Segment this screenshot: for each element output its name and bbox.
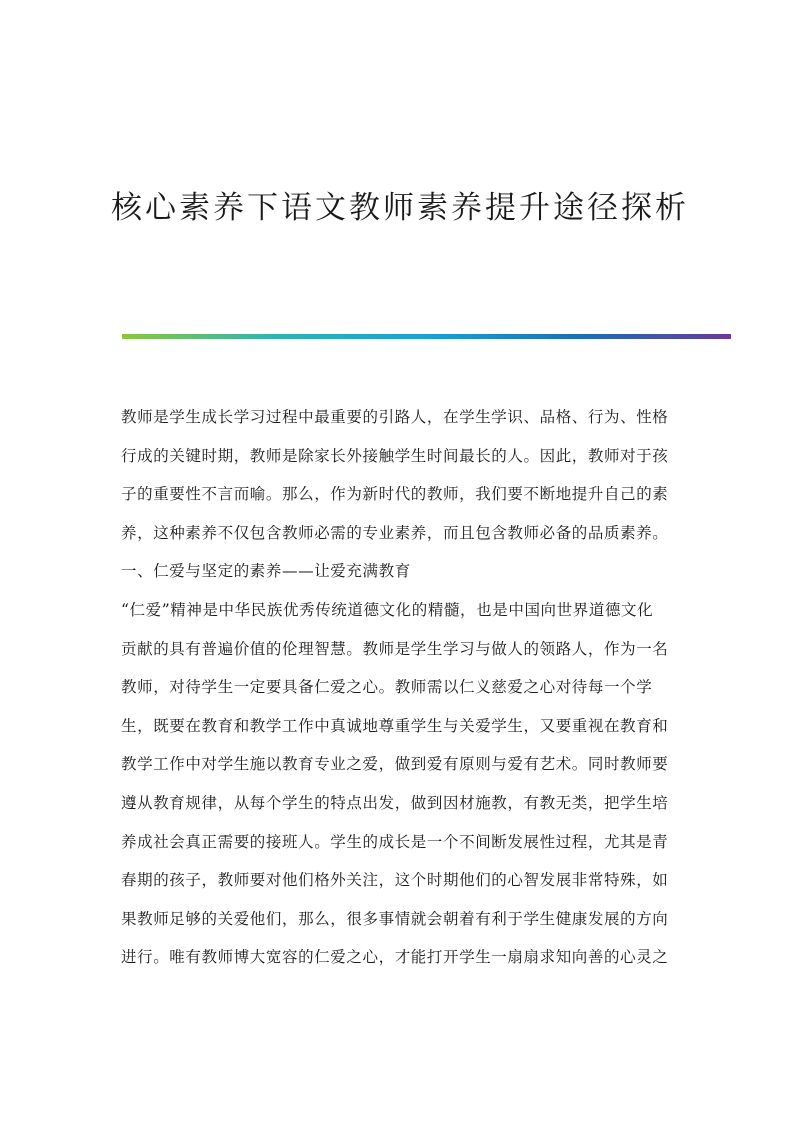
text-line: 教学工作中对学生施以教育专业之爱，做到爱有原则与爱有艺术。同时教师要 — [121, 755, 669, 774]
text-line: 教师是学生成长学习过程中最重要的引路人，在学生学识、品格、行为、性格 — [121, 408, 669, 426]
document-body — [121, 398, 681, 977]
section-heading: 一、仁爱与坚定的素养——让爱充满教育 — [121, 562, 411, 581]
document-title: 核心素养下语文教师素养提升途径探析 — [111, 190, 689, 226]
text-line: 养成社会真正需要的接班人。学生的成长是一个不间断发展性过程，尤其是青 — [121, 832, 669, 851]
text-line: 养，这种素养不仅包含教师必需的专业素养，而且包含教师必备的品质素养。 — [121, 523, 669, 542]
text-line: 子的重要性不言而喻。那么，作为新时代的教师，我们要不断地提升自己的素 — [121, 485, 669, 504]
intro-paragraph — [121, 398, 681, 552]
section-paragraph — [121, 591, 681, 977]
text-line: 进行。唯有教师博大宽容的仁爱之心，才能打开学生一扇扇求知向善的心灵之 — [121, 948, 669, 967]
text-line: 春期的孩子，教师要对他们格外关注，这个时期他们的心智发展非常特殊，如 — [121, 871, 669, 890]
text-line: “仁爱”精神是中华民族优秀传统道德文化的精髓，也是中国向世界道德文化 — [121, 600, 654, 619]
title-divider — [122, 334, 731, 339]
text-line: 生，既要在教育和教学工作中真诚地尊重学生与关爱学生，又要重视在教育和 — [121, 716, 669, 735]
text-line: 教师，对待学生一定要具备仁爱之心。教师需以仁义慈爱之心对待每一个学 — [121, 678, 653, 697]
text-line: 行成的关键时期，教师是除家长外接触学生时间最长的人。因此，教师对于孩 — [121, 446, 669, 465]
text-line: 贡献的具有普遍价值的伦理智慧。教师是学生学习与做人的领路人，作为一名 — [121, 639, 669, 658]
text-line: 遵从教育规律，从每个学生的特点出发，做到因材施教，有教无类，把学生培 — [121, 793, 669, 812]
text-line: 果教师足够的关爱他们，那么，很多事情就会朝着有利于学生健康发展的方向 — [121, 909, 669, 928]
